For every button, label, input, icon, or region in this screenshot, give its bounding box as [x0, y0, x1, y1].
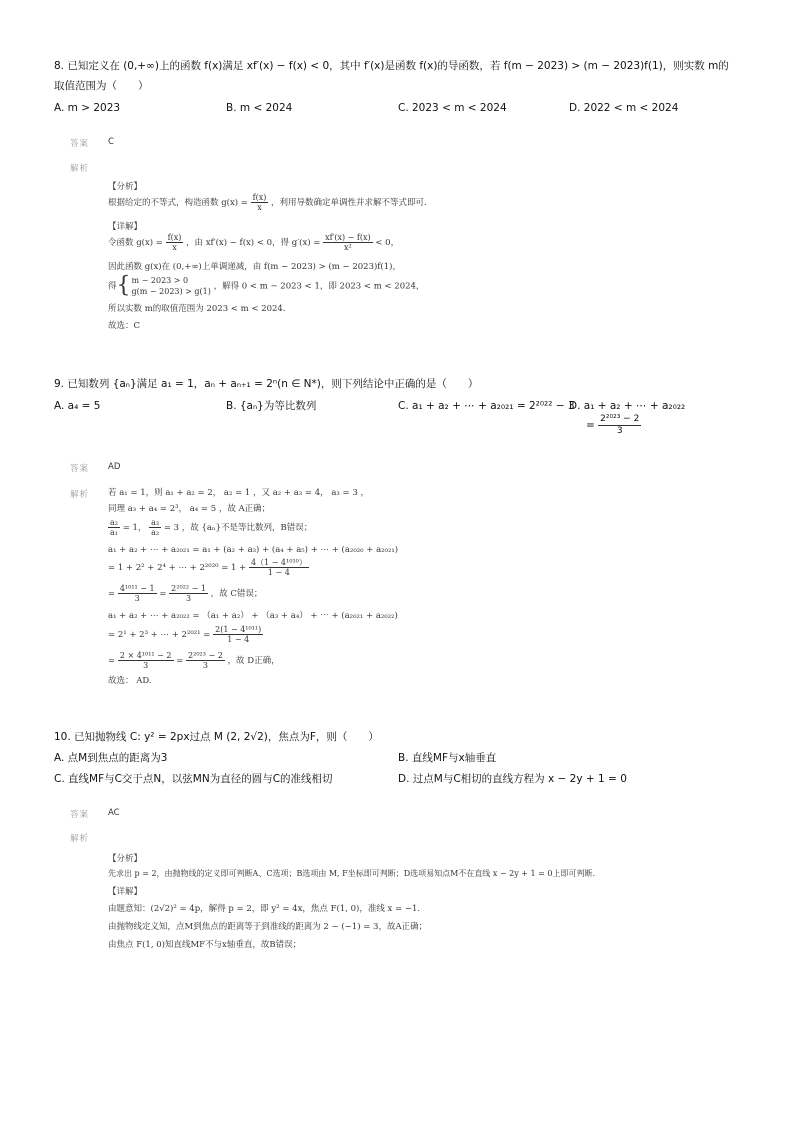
q10-option-a: A. 点M到焦点的距离为3: [54, 752, 168, 764]
q9-detail-line9: = $\frac{\text{2 × 4¹⁰¹¹ − 2}}{3}$ = $\frac{\text{2²⁰²³ − 2}}{3}$ ，故 D正确，: [108, 651, 280, 670]
q8-analysis-label: 解析: [70, 164, 90, 174]
q8-detail-line3: 得{ m − 2023 > 0 g(m − 2023) > g(1) ，解得 0 < m − 2023 < 1，即 2023 < m < 2024，: [108, 273, 425, 298]
q9-option-d: D. a₁ + a₂ + ⋯ + a₂₀₂₂: [569, 400, 686, 412]
q8-detail-line1: 令函数 g(x) = $\frac{f(x)}{x}$ ，由 xf′(x) − f(x) < 0，得 g′(x) = $\frac{xf'(x) - f(x)}{\text{x²}}$ < 0，: [108, 233, 400, 252]
q10-analysis-label: 解析: [70, 834, 90, 844]
q8-xiangjie-header: 【详解】: [108, 222, 143, 232]
q8-detail-line2: 因此函数 g(x)在 (0,+∞)上单调递减，由 f(m − 2023) > (m − 2023)f(1)，: [108, 262, 401, 272]
q8-option-b: B. m < 2024: [226, 102, 293, 114]
q9-detail-line10: 故选： AD.: [108, 676, 152, 686]
q9-option-b: B. {aₙ}为等比数列: [226, 400, 317, 412]
q10-detail-line3: 由焦点 F(1, 0)知直线MF不与x轴垂直，故B错误；: [108, 940, 302, 950]
q9-detail-line4: a₁ + a₂ + ⋯ + a₂₀₂₁ = a₁ + (a₂ + a₃) + (a₄ + a₅) + ⋯ + (a₂₀₂₀ + a₂₀₂₁): [108, 545, 399, 555]
q8-option-d: D. 2022 < m < 2024: [569, 102, 679, 114]
q9-stem: 9. 已知数列 {aₙ}满足 a₁ = 1，aₙ + aₙ₊₁ = 2ⁿ(n ∈ N*)，则下列结论中正确的是（ ）: [54, 378, 479, 390]
q9-detail-line2: 同理 a₃ + a₄ = 2³， a₄ = 5 ，故 A正确；: [108, 504, 271, 514]
q9-answer-label: 答案: [70, 464, 90, 474]
q9-detail-line5: = 1 + 2² + 2⁴ + ⋯ + 2²⁰²⁰ = 1 + $\frac{\text{4（1 − 4¹⁰¹⁰）}}{1 - 4}$: [108, 558, 307, 577]
q10-answer: AC: [108, 808, 120, 818]
q9-answer: AD: [108, 462, 121, 472]
q10-option-d: D. 过点M与C相切的直线方程为 x − 2y + 1 = 0: [398, 773, 627, 785]
q9-analysis-label: 解析: [70, 490, 90, 500]
q10-option-c: C. 直线MF与C交于点N，以弦MN为直径的圆与C的准线相切: [54, 773, 333, 785]
q10-fenxi-header: 【分析】: [108, 854, 143, 864]
q10-fenxi-text: 先求出 p = 2，由抛物线的定义即可判断A、C选项；B选项由 M, F坐标即可判断；D选项易知点M不在直线 x − 2y + 1 = 0上即可判断.: [108, 869, 596, 878]
q8-stem-line2: 取值范围为（ ）: [54, 80, 149, 92]
q8-fenxi-text: 根据给定的不等式，构造函数 g(x) = $\frac{f(x)}{x}$ ，利用导数确定单调性并求解不等式即可.: [108, 193, 427, 212]
q8-answer: C: [108, 137, 114, 147]
q10-answer-label: 答案: [70, 810, 90, 820]
q9-option-d-value: = $\frac{\text{2²⁰²³ − 2}}{3}$: [586, 414, 640, 436]
q8-stem-line1: 8. 已知定义在 (0,+∞)上的函数 f(x)满足 xf′(x) − f(x) < 0，其中 f′(x)是函数 f(x)的导函数，若 f(m − 2023) > (m − 2023)f(1)，则实数 m的: [54, 60, 729, 72]
q8-answer-label: 答案: [70, 139, 90, 149]
q10-stem: 10. 已知抛物线 C: y² = 2px过点 M (2, 2√2)，焦点为F，则（ ）: [54, 731, 379, 743]
q8-option-a: A. m > 2023: [54, 102, 121, 114]
q10-option-b: B. 直线MF与x轴垂直: [398, 752, 497, 764]
q9-detail-line1: 若 a₁ = 1，则 a₁ + a₂ = 2， a₂ = 1 ，又 a₂ + a₃ = 4， a₃ = 3 ，: [108, 488, 369, 498]
q9-detail-line8: = 2¹ + 2³ + ⋯ + 2²⁰²¹ = $\frac{\text{2(1 − 4¹⁰¹¹)}}{1 - 4}$: [108, 625, 262, 644]
q9-detail-line3: $\frac{\text{a₂}}{\text{a₁}}$ = 1， $\frac{\text{a₃}}{\text{a₂}}$ = 3 ，故 {aₙ}不是等比数列，B错误；: [110, 518, 313, 537]
q8-fenxi-header: 【分析】: [108, 182, 143, 192]
q10-detail-line2: 由抛物线定义知，点M到焦点的距离等于到准线的距离为 2 − (−1) = 3，故A正确；: [108, 922, 428, 932]
q9-option-c: C. a₁ + a₂ + ⋯ + a₂₀₂₁ = 2²⁰²² − 3: [398, 400, 575, 412]
q8-detail-line4: 所以实数 m的取值范围为 2023 < m < 2024.: [108, 304, 286, 314]
q9-detail-line6: = $\frac{\text{4¹⁰¹¹ − 1}}{3}$ = $\frac{\text{2²⁰²² − 1}}{3}$ ，故 C错误；: [108, 584, 263, 603]
q10-detail-line1: 由题意知：(2√2)² = 4p，解得 p = 2，即 y² = 4x，焦点 F(1, 0)，准线 x = −1.: [108, 904, 421, 914]
q8-option-c: C. 2023 < m < 2024: [398, 102, 507, 114]
q10-xiangjie-header: 【详解】: [108, 887, 143, 897]
q9-detail-line7: a₁ + a₂ + ⋯ + a₂₀₂₂ = （a₁ + a₂） + （a₃ + a₄） + ⋯ + (a₂₀₂₁ + a₂₀₂₂): [108, 611, 398, 621]
q9-option-a: A. a₄ = 5: [54, 400, 101, 412]
q8-detail-line5: 故选：C: [108, 321, 141, 331]
